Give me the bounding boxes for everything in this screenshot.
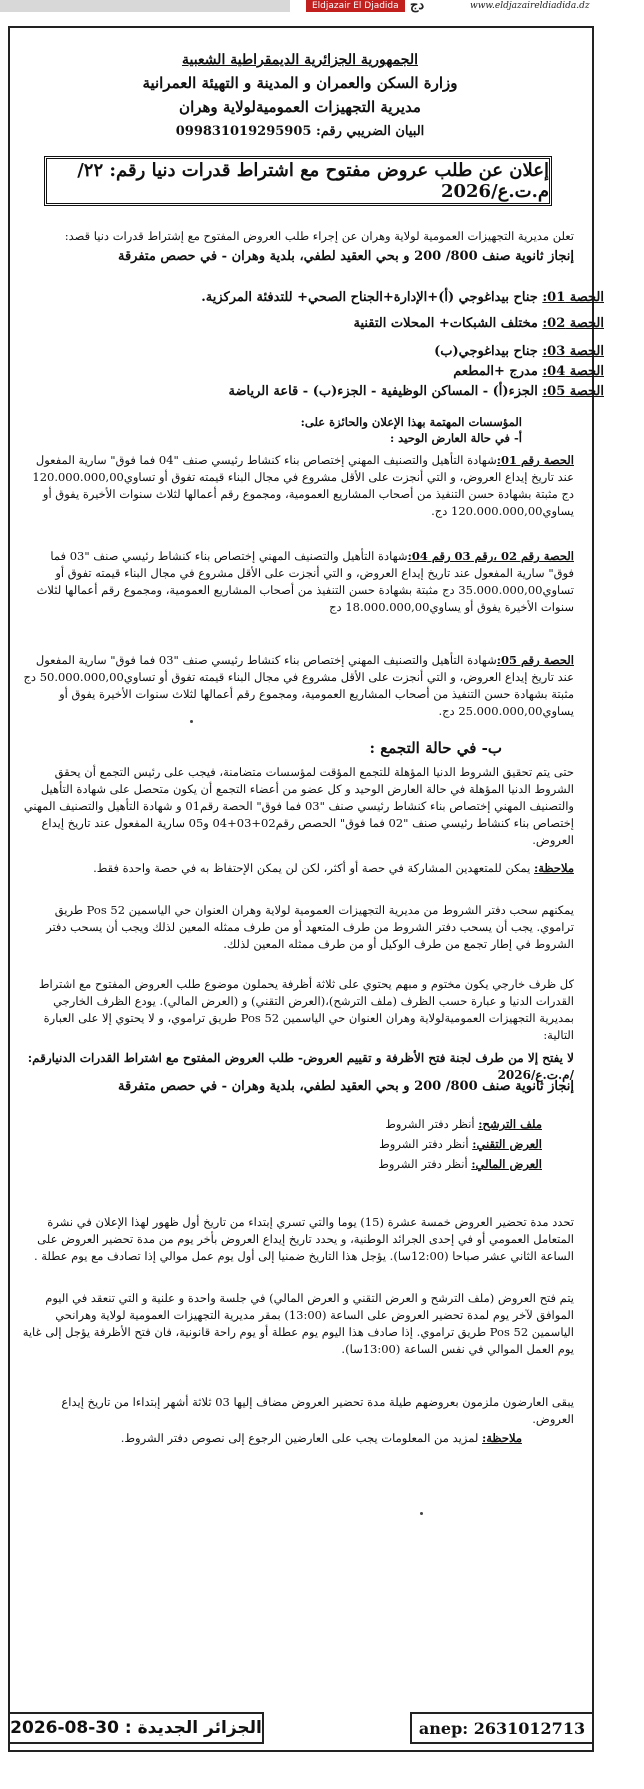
single-bidder-heading: أ- في حالة العارض الوحيد : (389, 431, 522, 445)
file-candidature-text: أنظر دفتر الشروط (385, 1117, 479, 1131)
requirement-lot-5-label: الحصة رقم 05: (496, 653, 574, 667)
file-technical (22, 1136, 542, 1153)
lot-4 (84, 364, 604, 379)
note-2-text: لمزيد من المعلومات يجب على العارضين الرجوع إلى نصوص دفتر الشروط. (120, 1431, 483, 1445)
lot-2-label: الحصة 02: (542, 316, 604, 331)
group-conditions: حتى يتم تحقيق الشروط الدنيا المؤهلة للتجمع المؤقت لمؤسسات متضامنة، فيجب على رئيس التجمع أن يحقق الشروط الدنيا المؤهلة في حالة العارض الوحيد و كل عضو من أعضاء التجمع أن يكون متحصل على شهادة التأهيل والتصنيف المهني إختصاص بناء كنشاط رئيسي صنف "03 فما فوق" الحصة رقم01 و شهادة التأهيل والتصنيف المهني إختصاص بناء كنشاط رئيسي صنف "02 فما فوق" الحصص رقم02+03+04 و05 سارية المفعول عند تاريخ إيداع العروض. (23, 765, 574, 847)
lot-4-label: الحصة 04: (542, 364, 604, 379)
notice-frame (8, 26, 594, 1752)
file-technical-label: العرض التقني: (472, 1137, 542, 1151)
requirement-lot-1 (22, 452, 574, 520)
eligibility-intro: المؤسسات المهتمة بهذا الإعلان والحائزة على: (300, 415, 522, 429)
envelope-title: لا يفتح إلا من طرف لجنة فتح الأظرفة و تقييم العروض- طلب العروض المفتوح مع اشتراط القدرات الدنيارقم: /م.ت.ع/2026 (27, 1051, 574, 1082)
lot-5-text: الجزء(أ) - المساكن الوظيفية - الجزء(ب) - قاعة الرياضة (228, 384, 543, 399)
note-2-label: ملاحظة: (482, 1431, 522, 1445)
lot-1-text: جناح بيداغوجي (أ)+الإدارة+الجناح الصحي+ للتدفئة المركزية. (201, 290, 543, 305)
requirement-lot-5-text: شهادة التأهيل والتصنيف المهني إختصاص بناء كنشاط رئيسي صنف "03 فما فوق" سارية المفعول عند تاريخ إيداع العروض، و التي أنجزت على الأقل مشروع في مجال البناء قيمته تفوق أو تساوي50.000.000,00 دج مثبتة بشهادة حسن التنفيذ من أصحاب المشاريع العمومية، ومجموع رقم أعمالها لثلاث سنوات الأخيرة يفوق أو يساوي25.000.000,00 دج. (23, 653, 574, 718)
group-heading: ب- في حالة التجمع : (369, 739, 502, 757)
masthead (0, 0, 644, 14)
file-financial-text: أنظر دفتر الشروط (378, 1157, 472, 1171)
lot-3-text: جناح بيداغوجي(ب) (434, 344, 543, 359)
object-text: إنجاز ثانوية صنف 800/ 200 و بحي العقيد لطفي، بلدية وهران - في حصص متفرقة (117, 249, 574, 264)
deadline-paragraph: تحدد مدة تحضير العروض خمسة عشرة (15) يوما والتي تسري إبتداء من تاريخ أول ظهور لهذا الإعلان في نشرة المتعامل العمومي أو في إحدى الجرائد الوطنية، و يحدد تاريخ إيداع العروض بأخر يوم من مدة تحضير العروض على الساعة الثاني عشر صباحا (12:00سا). يؤجل هذا التاريخ ضمنيا إلى أول يوم عمل موالي إذا تصادف مع يوم عطلة . (33, 1215, 574, 1263)
withdraw-specifications: يمكنهم سحب دفتر الشروط من مديرية التجهيزات العمومية لولاية وهران العنوان حي الياسمين Pos 52 طريق تراموي. يجب أن يسحب دفتر الشروط من طرف المتعهد أو من طرف ممثله المعين لذلك ويجب أن يسحب دفتر الشروط في إطار تجمع من طرف الوكيل أو من طرف ممثله المعين لذلك. (46, 903, 574, 951)
file-candidature (22, 1116, 542, 1133)
file-financial-label: العرض المالي: (471, 1157, 542, 1171)
note-2 (22, 1430, 522, 1447)
lot-3 (84, 344, 604, 359)
validity-paragraph: يبقى العارضون ملزمون بعروضهم طيلة مدة تحضير العروض مضاف إليها 03 ثلاثة أشهر إبتداءا من تاريخ إيداع العروض. (61, 1395, 574, 1426)
republic-line: الجمهورية الجزائرية الديمقراطية الشعبية (181, 52, 418, 68)
requirement-lots-2-4-text: شهادة التأهيل والتصنيف المهني إختصاص بناء كنشاط رئيسي صنف "03 فما فوق" سارية المفعول عند تاريخ إيداع العروض، و التي أنجزت على الأقل مشروع في مجال البناء قيمته تفوق أو تساوي35.000.000,00 دج مثبتة بشهادة حسن التنفيذ من أصحاب المشاريع العمومية، ومجموع رقم أعمالها لثلاث سنوات الأخيرة يفوق أو يساوي18.000.000,00 دج (36, 549, 574, 614)
note-1 (22, 860, 574, 877)
requirement-lot-5 (22, 652, 574, 720)
directorate-line: مديرية التجهيزات العموميةلولاية وهران (179, 98, 421, 116)
print-speck (420, 1512, 423, 1515)
lot-1 (84, 290, 604, 305)
envelope-instructions: كل ظرف خارجي يكون مختوم و مبهم يحتوي على ثلاثة أظرفة يحملون موضوع طلب العروض المفتوح مع اشتراط القدرات الدنيا و عبارة حسب الظرف (ملف الترشح)،(العرض التقني) و (العرض المالي). يودع الظرف الخارجي بمديرية التجهيزات العموميةلولاية وهران العنوان حي الياسمين Pos 52 طريق تراموي، و لا يحتوي إلا على العبارة التالية: (38, 977, 574, 1042)
newspaper-date: الجزائر الجديدة : 30-08-2026 (8, 1712, 264, 1744)
masthead-bar (0, 0, 290, 12)
lot-5 (84, 384, 604, 399)
requirement-lot-1-label: الحصة رقم 01: (496, 453, 574, 467)
lot-1-label: الحصة 01: (542, 290, 604, 305)
file-financial (22, 1156, 542, 1173)
file-technical-text: أنظر دفتر الشروط (379, 1137, 473, 1151)
notice-title-text: إعلان عن طلب عروض مفتوح مع اشتراط قدرات دنيا رقم: ٢٢/م.ت.ع/2026 (77, 160, 549, 202)
masthead-logo: دج (410, 0, 425, 13)
masthead-url: www.eldjazaireldiadida.dz (470, 1, 590, 11)
lot-3-label: الحصة 03: (542, 344, 604, 359)
opening-paragraph: يتم فتح العروض (ملف الترشح و العرض التقني و العرض المالي) في جلسة واحدة و علنية و التي تنعقد في اليوم الموافق لآخر يوم لمدة تحضير العروض على الساعة (13:00) بمقر مديرية التجهيزات العمومية لولاية وهرانحي الياسمين Pos 52 طريق تراموي. إذا صادف هذا اليوم يوم عطلة أو يوم راحة قانونية، فان فتح الأظرفة يؤجل إلى غاية يوم العمل الموالي في نفس الساعة (13:00سا). (22, 1291, 574, 1356)
masthead-brand: Eldjazair El Djadida (306, 0, 405, 12)
notice-title (44, 156, 552, 206)
lot-4-text: مدرج +المطعم (453, 364, 543, 379)
note-1-label: ملاحظة: (534, 861, 574, 875)
lot-2-text: مختلف الشبكات+ المحلات التقنية (353, 316, 543, 331)
print-speck (190, 720, 193, 723)
requirement-lots-2-4-label: الحصة رقم 02 ،رقم 03 رقم 04: (407, 549, 574, 563)
file-candidature-label: ملف الترشح: (478, 1117, 542, 1131)
tax-id: البيان الضريبي رقم: 099831019295905 (175, 124, 425, 139)
intro-text: تعلن مديرية التجهيزات العمومية لولاية وهران عن إجراء طلب العروض المفتوح مع إشتراط قدرات دنيا قصد: (64, 229, 574, 243)
note-1-text: يمكن للمتعهدين المشاركة في حصة أو أكثر، لكن لن يمكن الإحتفاظ به في حصة واحدة فقط. (93, 861, 535, 875)
ministry-line: وزارة السكن والعمران و المدينة و التهيئة العمرانية (142, 74, 458, 92)
anep-number: anep: 2631012713 (410, 1712, 594, 1744)
requirement-lots-2-4 (22, 548, 574, 616)
requirement-lot-1-text: شهادة التأهيل والتصنيف المهني إختصاص بناء كنشاط رئيسي صنف "04 فما فوق" سارية المفعول عند تاريخ إيداع العروض، و التي أنجزت على الأقل مشروع في مجال البناء قيمته تفوق أو تساوي120.000.000,00 دج مثبتة بشهادة حسن التنفيذ من أصحاب المشاريع العمومية، ومجموع رقم أعمالها لثلاث سنوات الأخيرة يفوق أو يساوي120.000.000,00 دج. (32, 453, 574, 518)
envelope-object: إنجاز ثانوية صنف 800/ 200 و بحي العقيد لطفي، بلدية وهران - في حصص متفرقة (117, 1079, 574, 1094)
lot-5-label: الحصة 05: (542, 384, 604, 399)
lot-2 (84, 316, 604, 331)
